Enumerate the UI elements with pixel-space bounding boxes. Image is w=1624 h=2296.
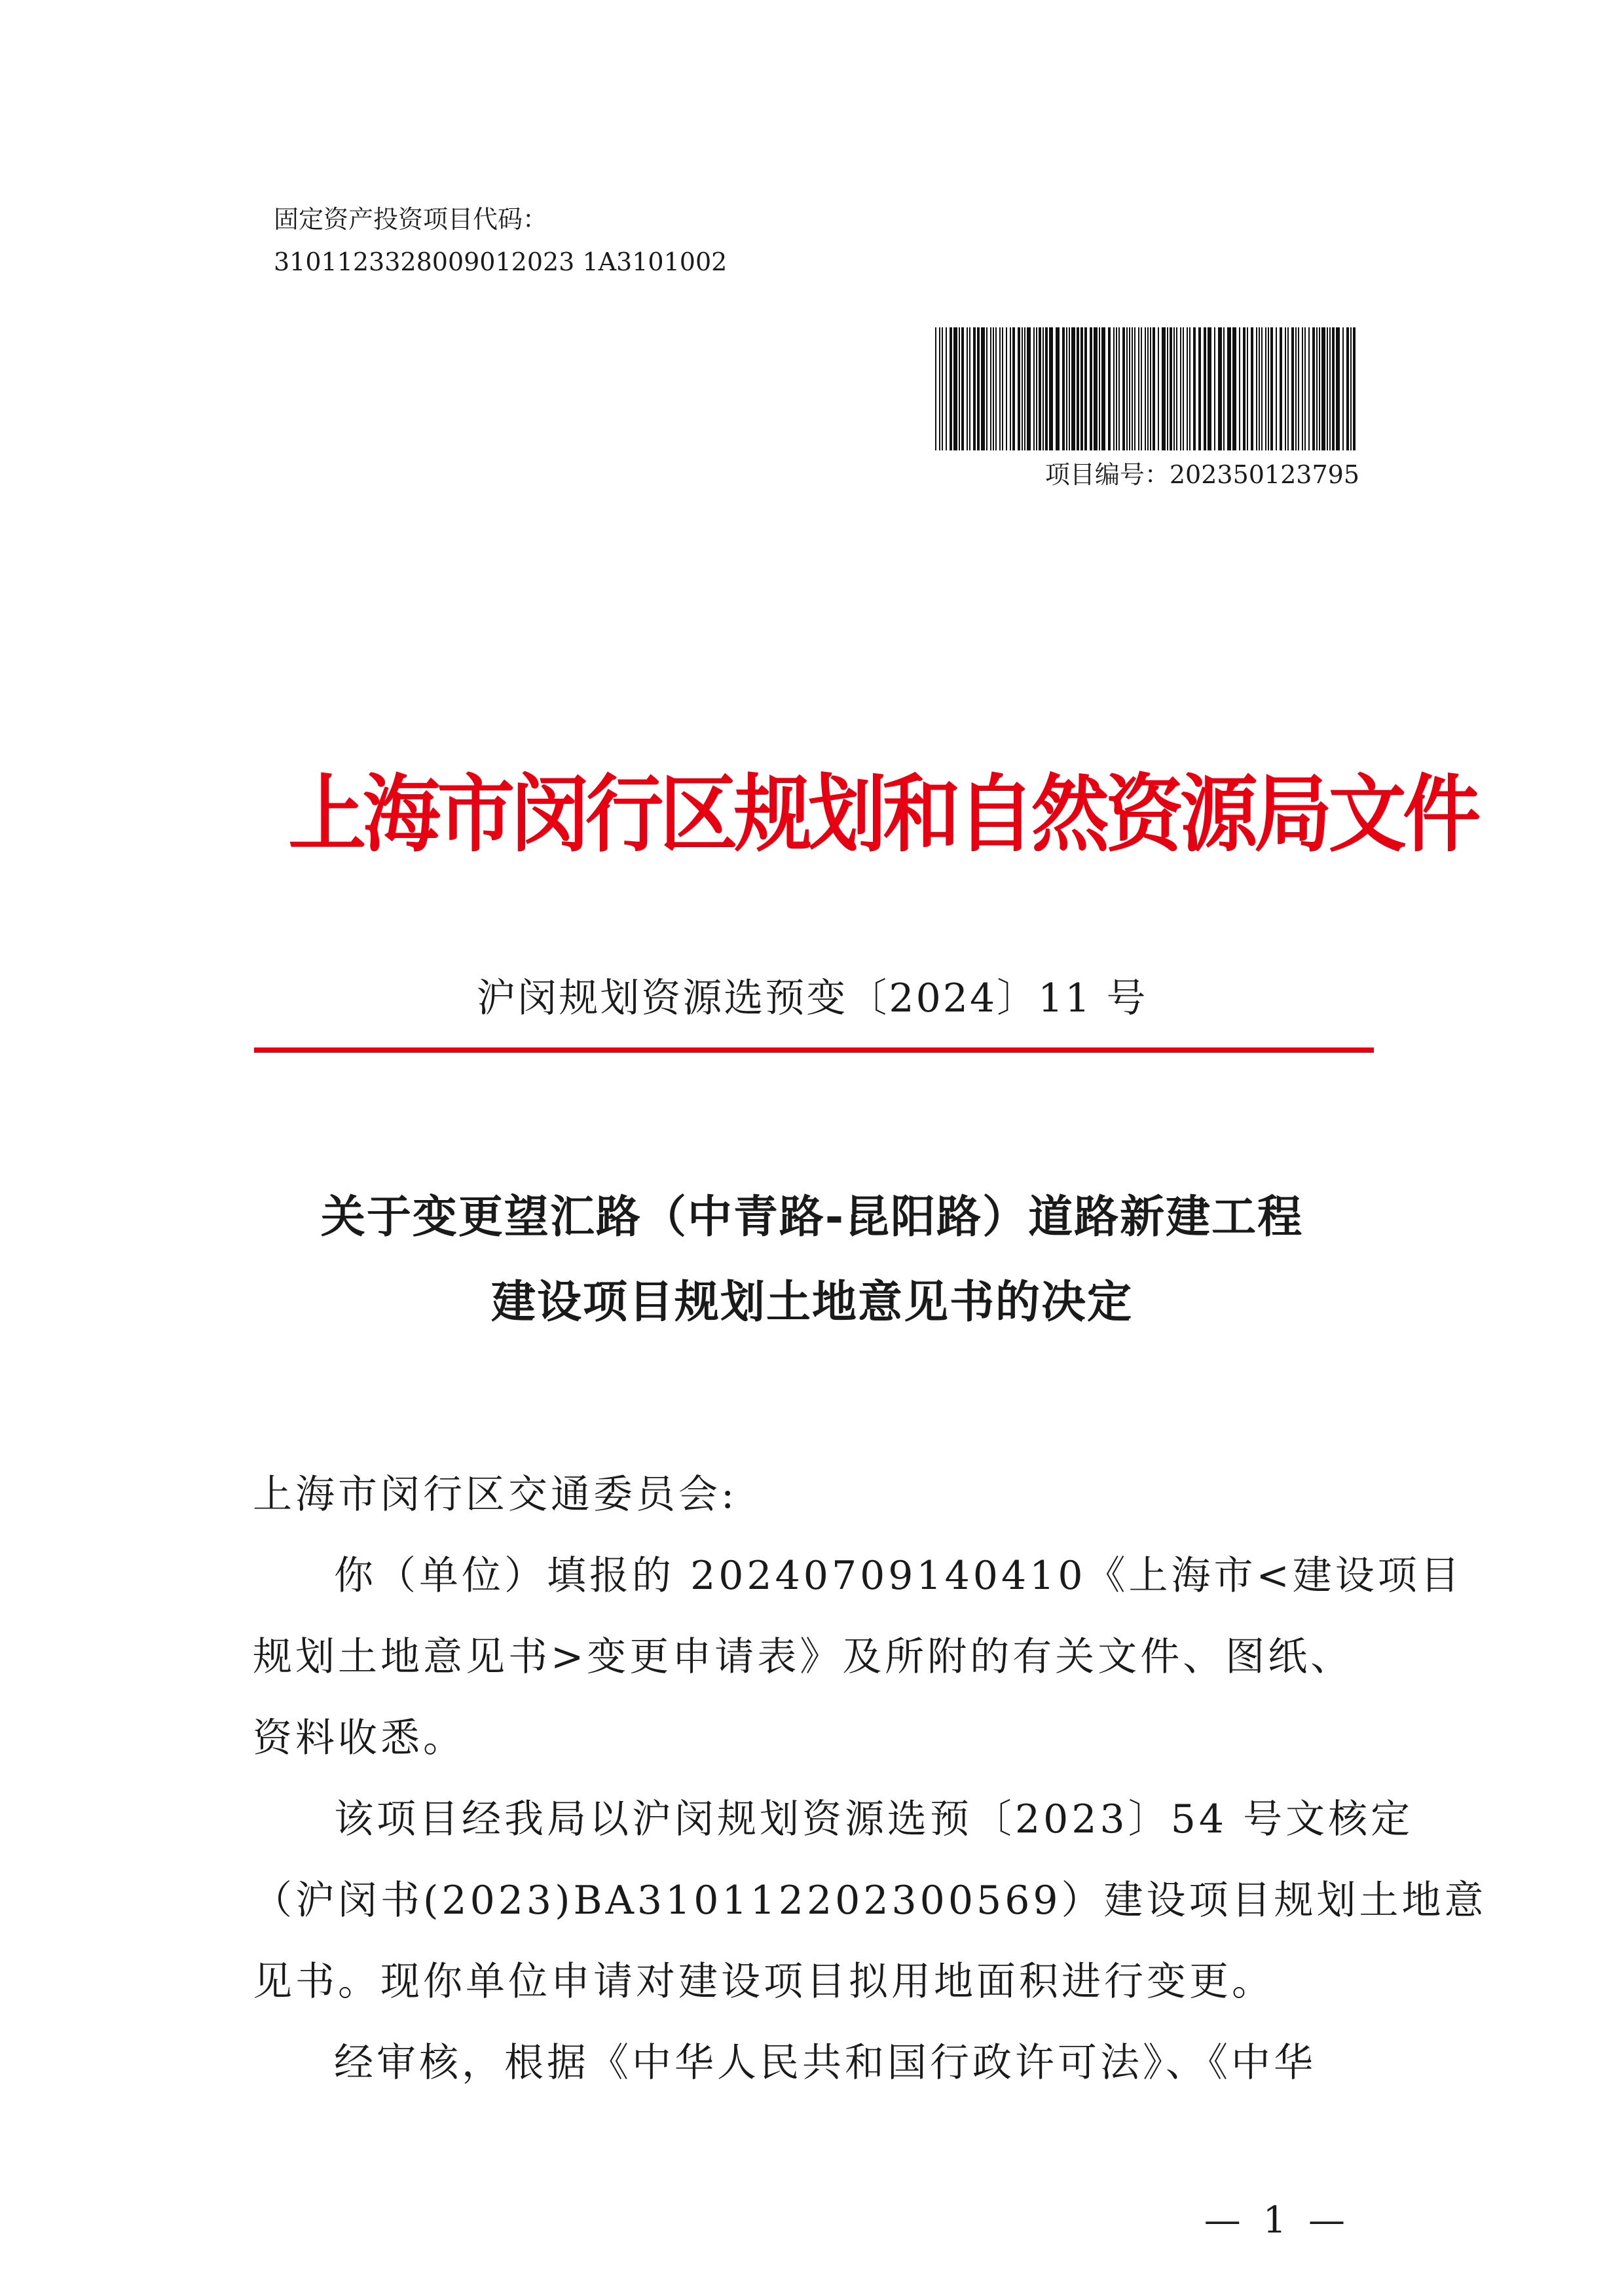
project-number: 项目编号：202350123795 <box>1044 460 1359 489</box>
body-line: 资料收悉。 <box>253 1715 466 1761</box>
issuer-title: 上海市闵行区规划和自然资源局文件 <box>288 766 1477 864</box>
body-line: 规划土地意见书>变更申请表》及所附的有关文件、图纸、 <box>253 1634 1354 1680</box>
red-divider <box>254 1048 1374 1053</box>
project-code-value: 3101123328009012023 1A3101002 <box>274 247 728 276</box>
body-line: 见书。现你单位申请对建设项目拟用地面积进行变更。 <box>253 1959 1274 2005</box>
body-line: 你（单位）填报的 20240709140410《上海市<建设项目 <box>334 1553 1463 1599</box>
body-line: （沪闵书(2023)BA310112202300569）建设项目规划土地意 <box>253 1878 1487 1923</box>
subject-line-2: 建设项目规划土地意见书的决定 <box>490 1277 1133 1328</box>
body-line: 该项目经我局以沪闵规划资源选预〔2023〕54 号文核定 <box>334 1796 1414 1842</box>
document-number: 沪闵规划资源选预变〔2024〕11 号 <box>476 975 1148 1021</box>
page-number: — 1 — <box>1204 2199 1350 2242</box>
project-code-label: 固定资产投资项目代码： <box>274 205 548 234</box>
body-line: 经审核，根据《中华人民共和国行政许可法》、《中华 <box>334 2040 1316 2086</box>
subject-line-1: 关于变更望汇路（中青路-昆阳路）道路新建工程 <box>320 1192 1304 1243</box>
barcode-image <box>934 327 1359 450</box>
addressee: 上海市闵行区交通委员会: <box>253 1472 738 1518</box>
